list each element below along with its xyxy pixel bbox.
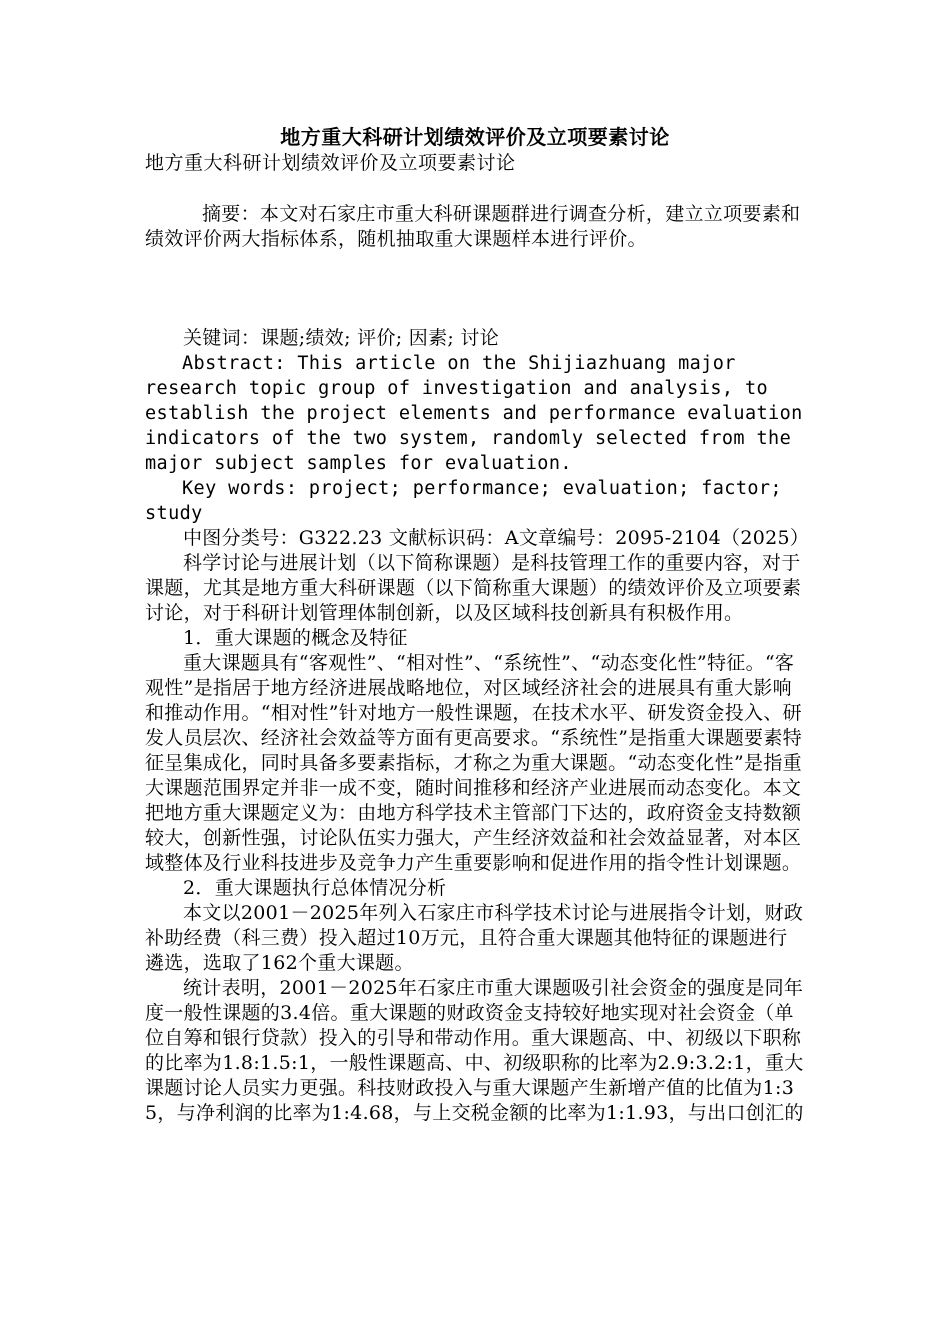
abstract-chinese: 摘要：本文对石家庄市重大科研课题群进行调查分析，建立立项要素和绩效评价两大指标体系，随机抽取重大课题样本进行评价。 [145,203,801,250]
abstract-english: Abstract: This article on the Shijiazhuang major research topic group of investigation and analysis, to establish the project elements and performance evaluation indicators of the two system, randomly selected from the major subject samples for evaluation. [145,353,803,474]
document-body [145,124,810,1126]
keywords-english: Key words: project; performance; evaluation; factor; study [145,478,782,524]
document-subtitle: 地方重大科研计划绩效评价及立项要素讨论 [145,152,516,174]
keywords-chinese: 关键词：课题;绩效; 评价; 因素; 讨论 [183,327,500,349]
intro-paragraph: 科学讨论与进展计划（以下简称课题）是科技管理工作的重要内容，对于课题，尤其是地方重大科研课题（以下简称重大课题）的绩效评价及立项要素讨论，对于科研计划管理体制创新，以及区域科技创新具有积极作用。 [145,552,802,624]
section-2-heading: 2．重大课题执行总体情况分析 [183,877,447,899]
classification-line: 中图分类号：G322.23 文献标识码：A文章编号：2095-2104（2025） [183,527,810,549]
section-2-paragraph-1: 本文以2001－2025年列入石家庄市科学技术讨论与进展指令计划，财政补助经费（科三费）投入超过10万元，且符合重大课题其他特征的课题进行遴选，选取了162个重大课题。 [145,902,804,974]
section-2-paragraph-2: 统计表明，2001－2025年石家庄市重大课题吸引社会资金的强度是同年度一般性课题的3.4倍。重大课题的财政资金支持较好地实现对社会资金（单位自筹和银行贷款）投入的引导和带动作用。重大课题高、中、初级以下职称的比率为1.8:1.5:1，一般性课题高、中、初级职称的比率为2.9:3.2:1，重大课题讨论人员实力更强。科技财政投入与重大课题产生新增产值的比值为1:35，与净利润的比率为1:4.68，与上交税金额的比率为1:1.93，与出口创汇的 [145,977,804,1124]
document-title: 地方重大科研计划绩效评价及立项要素讨论 [280,125,670,149]
section-1-heading: 1．重大课题的概念及特征 [183,627,408,649]
section-1-body: 重大课题具有“客观性”、“相对性”、“系统性”、“动态变化性”特征。“客观性”是指居于地方经济进展战略地位，对区域经济社会的进展具有重大影响和推动作用。“相对性”针对地方一般性课题，在技术水平、研发资金投入、研发人员层次、经济社会效益等方面有更高要求。“系统性”是指重大课题要素特征呈集成化，同时具备多要素指标，才称之为重大课题。“动态变化性”是指重大课题范围界定并非一成不变，随时间推移和经济产业进展而动态变化。本文把地方重大课题定义为：由地方科学技术主管部门下达的，政府资金支持数额较大，创新性强，讨论队伍实力强大，产生经济效益和社会效益显著，对本区域整体及行业科技进步及竞争力产生重要影响和促进作用的指令性计划课题。 [145,652,802,874]
